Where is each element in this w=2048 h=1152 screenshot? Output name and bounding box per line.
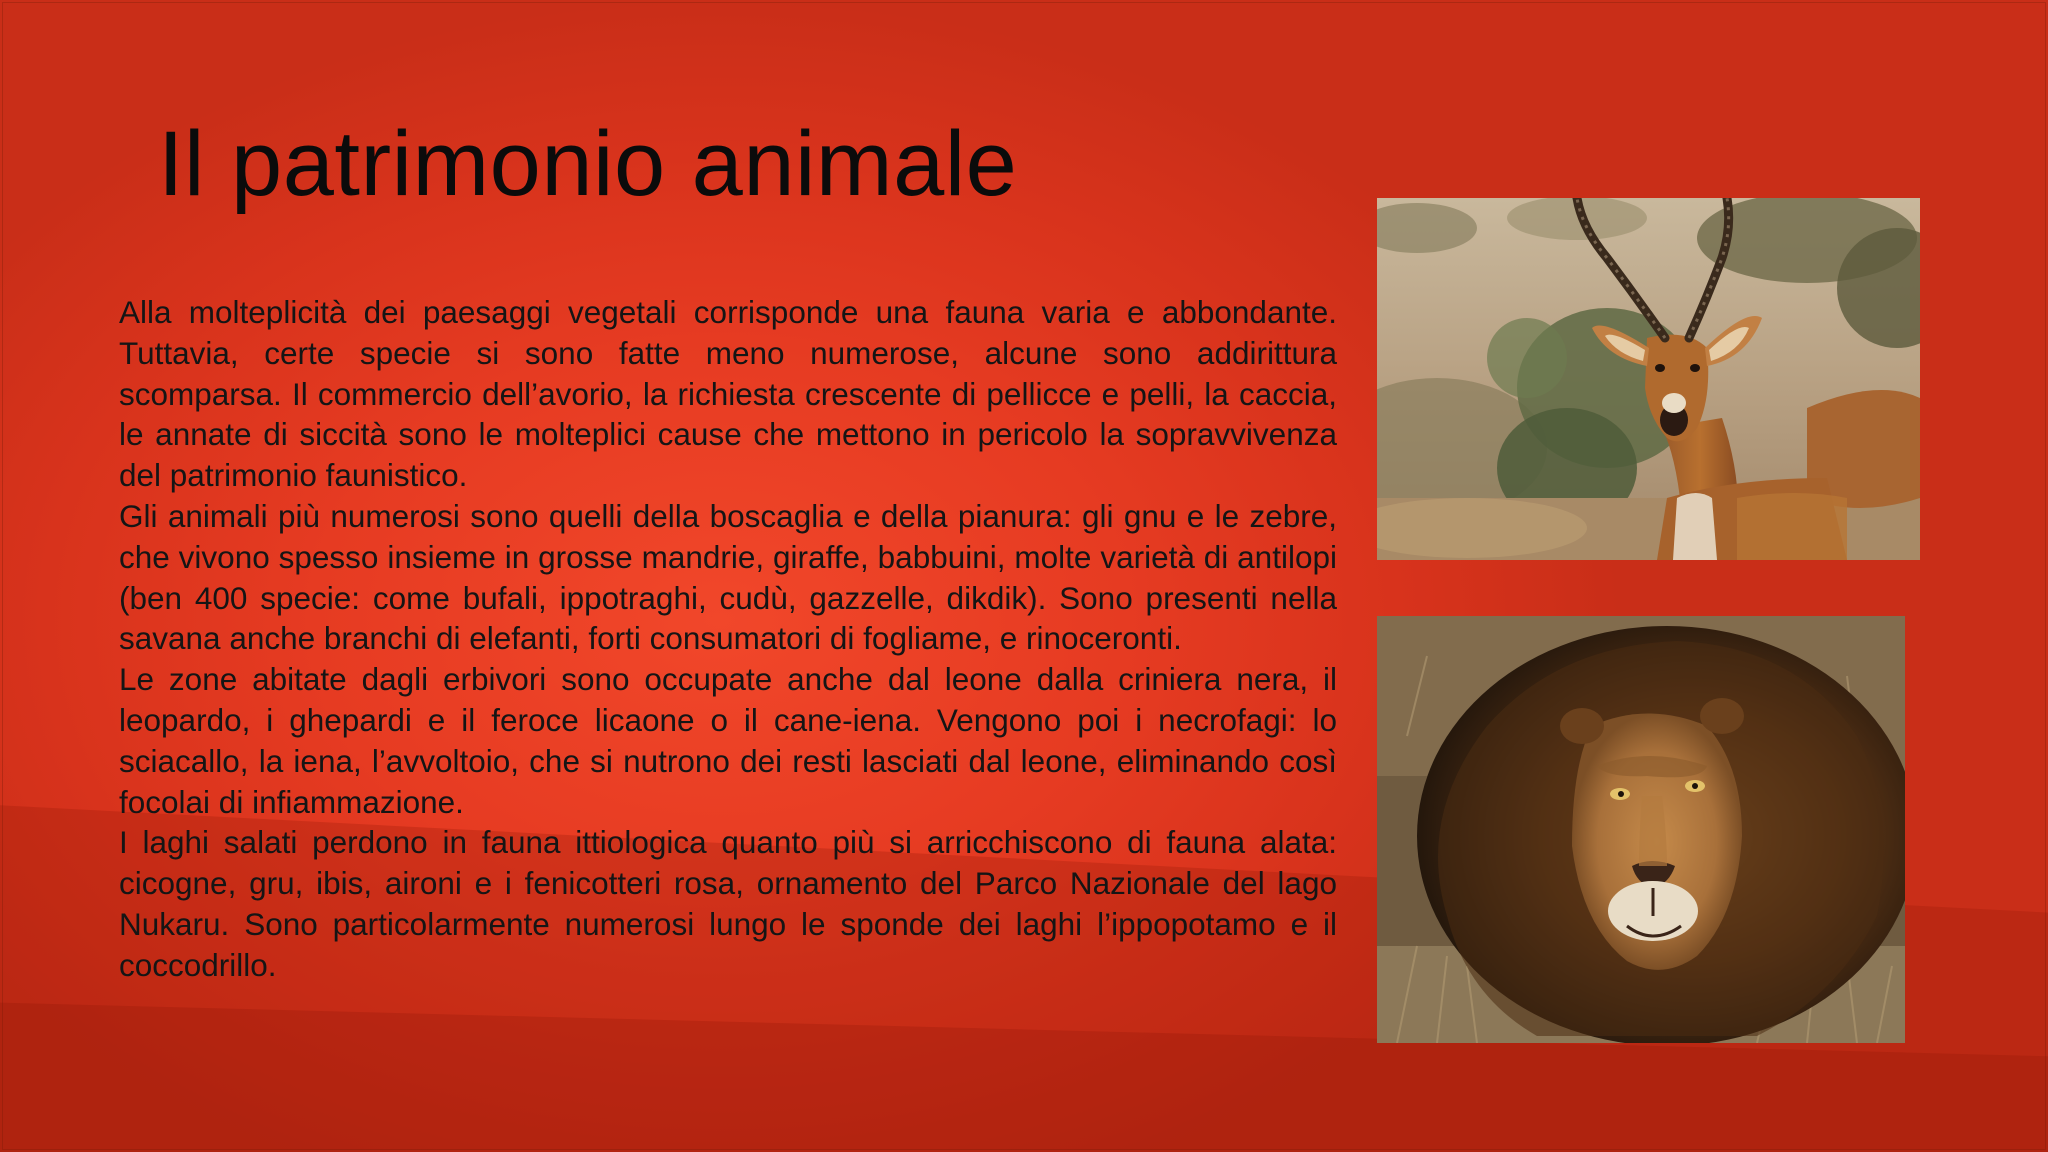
paragraph-predators: Le zone abitate dagli erbivori sono occupate anche dal leone dalla criniera nera, il leopardo, i ghepardi e il feroce licaone o il cane-iena. Vengono poi i necrofagi: lo sciacallo, la iena, l’avvoltoio, che si nutrono dei resti lasciati dal leone, eliminando così focolai di infiammazione. xyxy=(119,661,1337,820)
paragraph-lakes: I laghi salati perdono in fauna ittiologica quanto più si arricchiscono di fauna alata: cicogne, gru, ibis, aironi e i fenicotteri rosa, ornamento del Parco Nazionale del lago Nukaru. Sono particolarmente numerosi lungo le sponde dei laghi l’ippopotamo e il coccodrillo. xyxy=(119,824,1337,983)
lion-image xyxy=(1377,616,1905,1043)
lion-photo xyxy=(1377,616,1905,1043)
paragraph-fauna-intro: Alla molteplicità dei paesaggi vegetali corrisponde una fauna varia e abbondante. Tuttavia, certe specie si sono fatte meno numerose, alcune sono addirittura scomparsa. Il commercio dell’avorio, la richiesta crescente di pellicce e pelli, la caccia, le annate di siccità sono le molteplici cause che mettono in pericolo la sopravvivenza del patrimonio faunistico. xyxy=(119,294,1337,494)
slide-body xyxy=(119,292,1337,986)
impala-image xyxy=(1377,198,1920,560)
slide-title: Il patrimonio animale xyxy=(158,113,1018,215)
impala-photo xyxy=(1377,198,1920,560)
paragraph-herbivores: Gli animali più numerosi sono quelli della boscaglia e della pianura: gli gnu e le zebre, che vivono spesso insieme in grosse mandrie, giraffe, babbuini, molte varietà di antilopi (ben 400 specie: come bufali, ippotraghi, cudù, gazzelle, dikdik). Sono presenti nella savana anche branchi di elefanti, forti consumatori di fogliame, e rinoceronti. xyxy=(119,497,1337,657)
